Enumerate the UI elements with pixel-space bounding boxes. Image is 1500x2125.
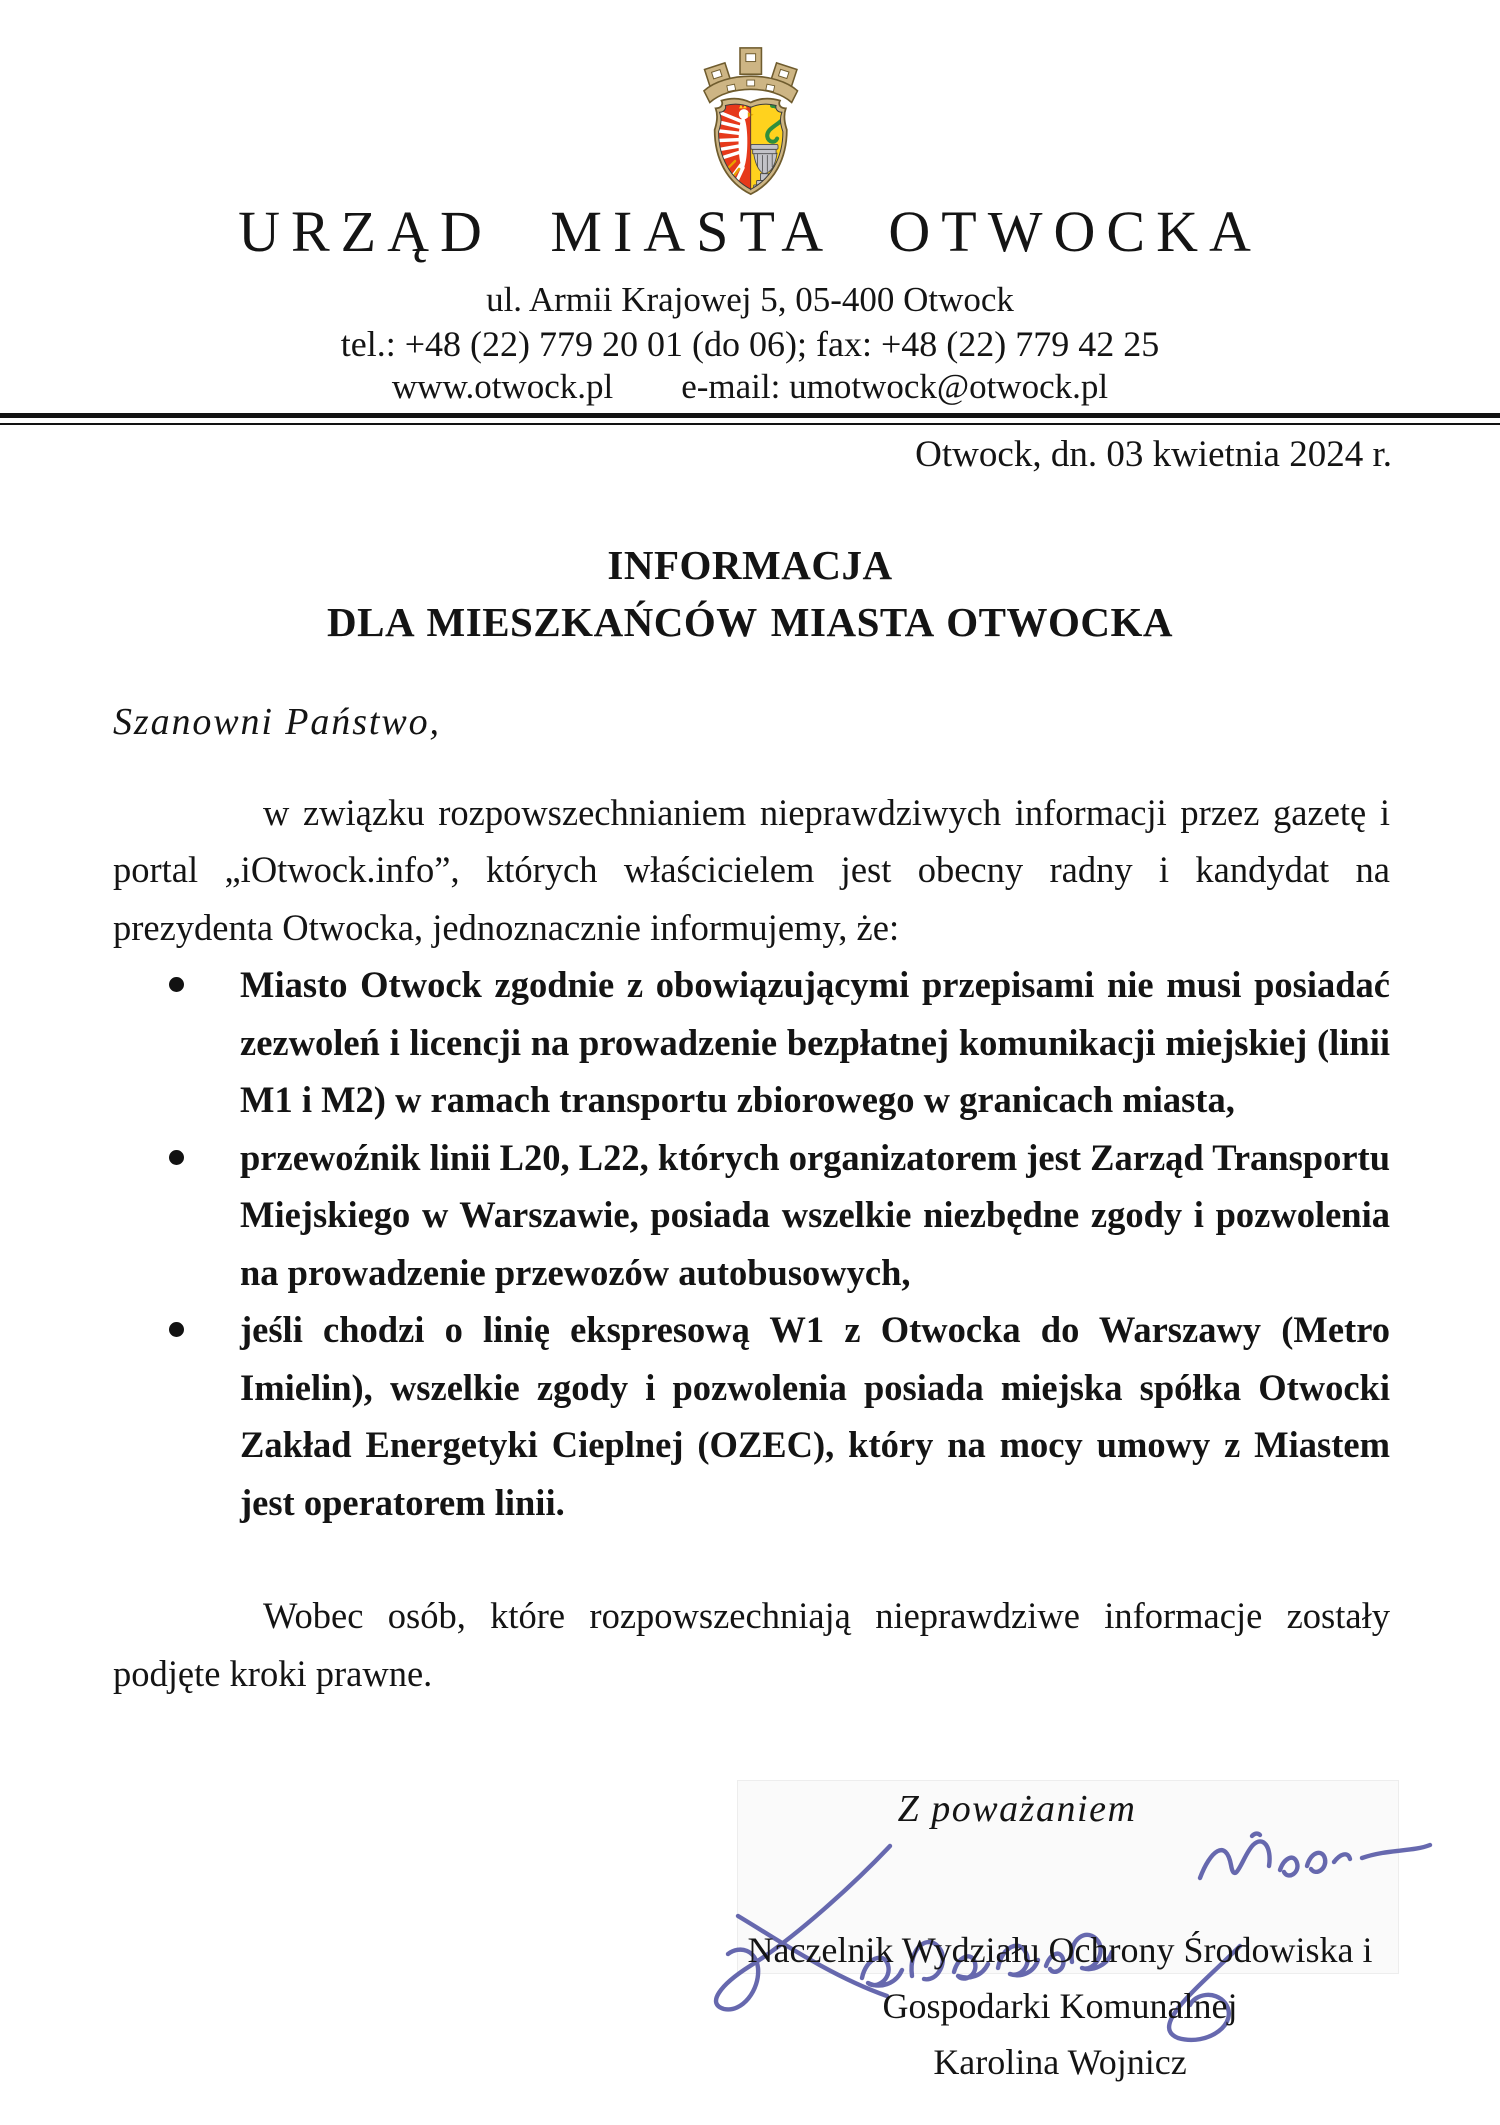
letter-body bbox=[113, 694, 1390, 1702]
document-title-line2: DLA MIESZKAŃCÓW MIASTA OTWOCKA bbox=[326, 599, 1174, 645]
org-phone-fax: tel.: +48 (22) 779 20 01 (do 06); fax: +48 (22) 779 42 25 bbox=[340, 324, 1160, 364]
document-title-line1: INFORMACJA bbox=[607, 542, 893, 588]
intro-paragraph: w związku rozpowszechnianiem nieprawdziwych informacji przez gazetę i portal „iOtwock.info”, których właścicielem jest obecny radny i kandydat na prezydenta Otwocka, jednoznacznie informujemy, że: bbox=[113, 791, 1390, 948]
salutation: Szanowni Państwo, bbox=[113, 701, 441, 743]
valediction: Z poważaniem bbox=[897, 1788, 1137, 1830]
bullet-item-3: jeśli chodzi o linię ekspresową W1 z Otwocka do Warszawy (Metro Imielin), wszelkie zgody i pozwolenia posiada miejska spółka Otwocki Zakład Energetyki Cieplnej (OZEC), który na mocy umowy z Miastem jest operatorem linii. bbox=[240, 1301, 1390, 1531]
document-title bbox=[0, 537, 1500, 651]
org-web-email-line bbox=[0, 367, 1500, 407]
signer-name: Karolina Wojnicz bbox=[933, 2042, 1187, 2082]
letterhead-divider bbox=[0, 413, 1500, 425]
org-email: e-mail: umotwock@otwock.pl bbox=[681, 367, 1109, 406]
org-address: ul. Armii Krajowej 5, 05-400 Otwock bbox=[486, 280, 1014, 319]
date-line: Otwock, dn. 03 kwietnia 2024 r. bbox=[915, 434, 1392, 475]
otwock-coat-of-arms-icon bbox=[690, 44, 812, 200]
bullet-list bbox=[113, 956, 1390, 1531]
closing-paragraph: Wobec osób, które rozpowszechniają nieprawdziwe informacje zostały podjęte kroki prawne. bbox=[113, 1595, 1390, 1694]
signer-title-line1: Naczelnik Wydziału Ochrony Środowiska i bbox=[747, 1930, 1373, 1970]
shield-icon bbox=[692, 93, 809, 200]
bullet-item-2: przewoźnik linii L20, L22, których organizatorem jest Zarząd Transportu Miejskiego w Warszawie, posiada wszelkie niezbędne zgody i pozwolenia na prowadzenie przewozów autobusowych, bbox=[240, 1129, 1390, 1302]
signer-block bbox=[690, 1922, 1430, 2090]
signer-title-line2: Gospodarki Komunalnej bbox=[882, 1986, 1238, 2026]
org-name: URZĄD MIASTA OTWOCKA bbox=[238, 199, 1262, 264]
bullet-item-1: Miasto Otwock zgodnie z obowiązującymi przepisami nie musi posiadać zezwoleń i licencji na prowadzenie bezpłatnej komunikacji miejskiej (linii M1 i M2) w ramach transportu zbiorowego w granicach miasta, bbox=[240, 956, 1390, 1129]
org-website: www.otwock.pl bbox=[391, 367, 614, 406]
mural-crown-icon bbox=[704, 48, 798, 103]
